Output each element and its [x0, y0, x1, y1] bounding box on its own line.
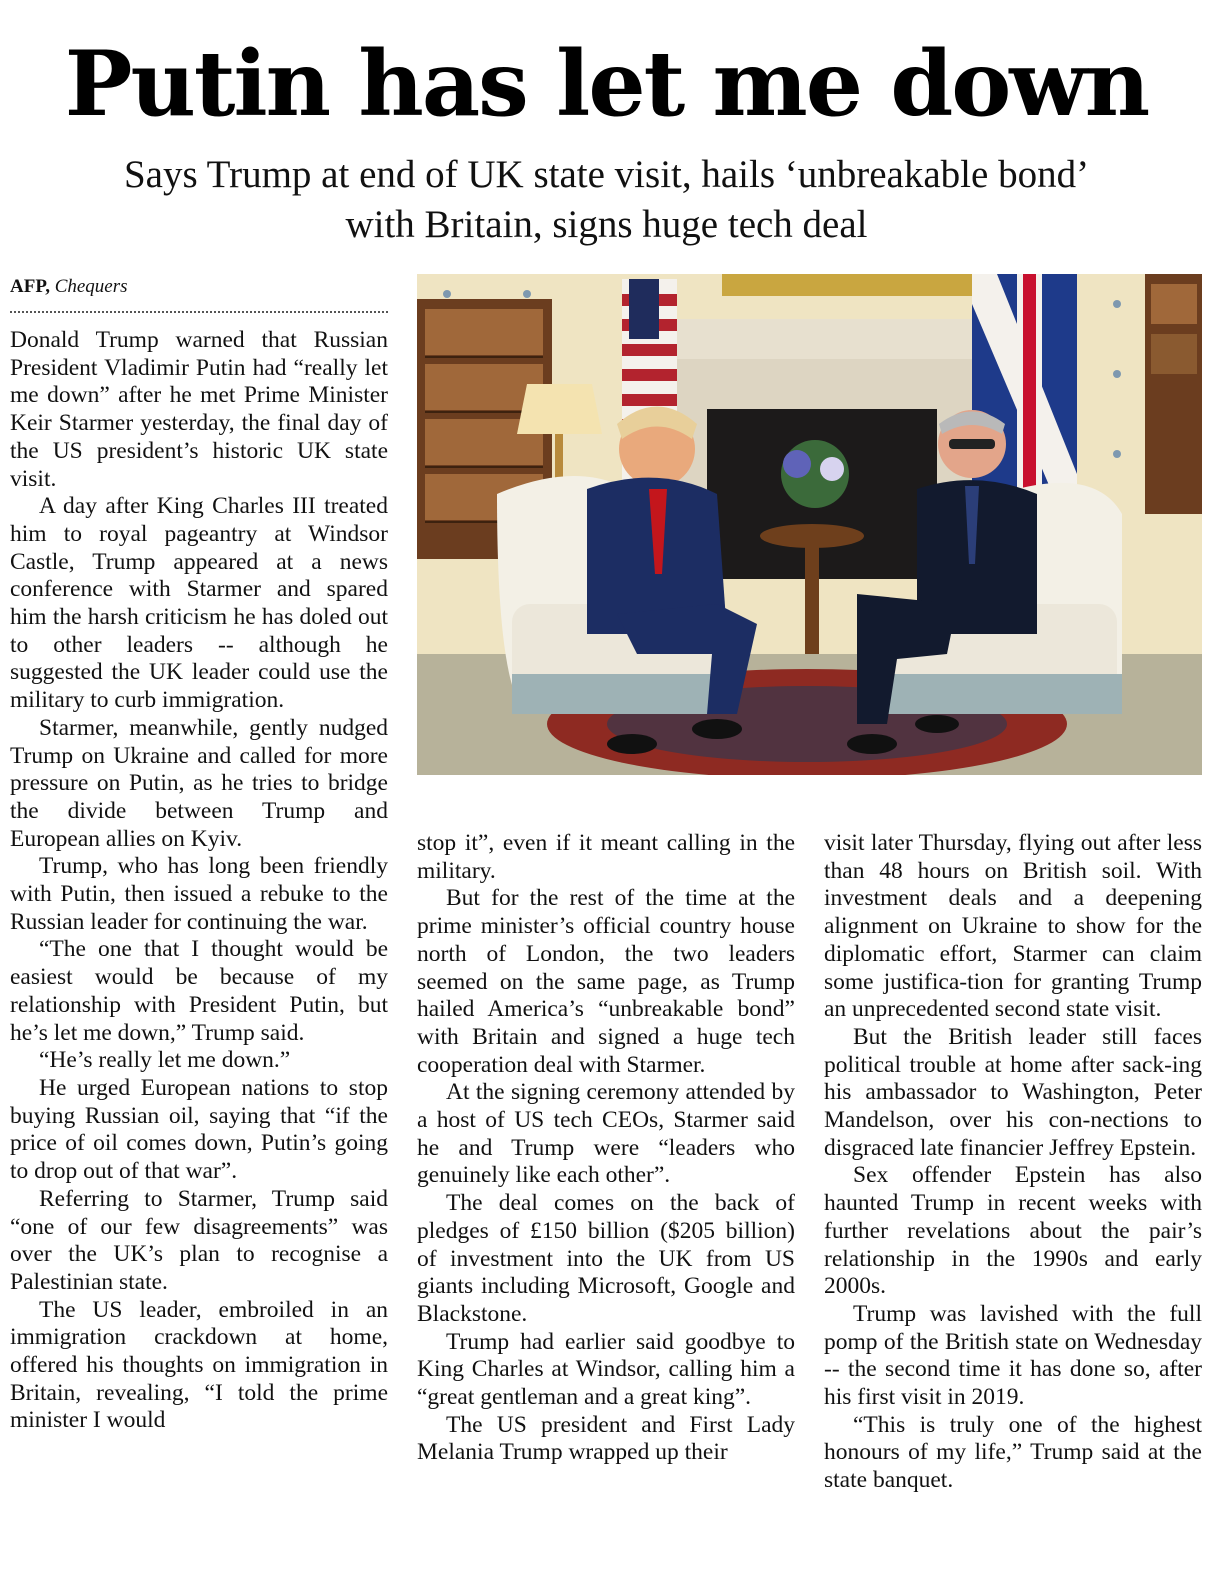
paragraph: “He’s really let me down.”: [39, 1047, 291, 1074]
byline-agency: AFP,: [10, 276, 50, 297]
byline-dateline: Chequers: [54, 276, 128, 297]
paragraph: He urged European nations to stop buying Russian oil, saying that “if the price of oil comes down, Putin’s going to drop out of that war”.: [10, 1074, 388, 1185]
photo-illustration: [417, 274, 1202, 775]
headline: Putin has let me down: [64, 31, 1149, 137]
paragraph: Starmer, meanwhile, gently nudged Trump on Ukraine and called for more pressure on Putin, as he tries to bridge the divide between Trump and European allies on Kyiv.: [10, 714, 388, 852]
paragraph: Referring to Starmer, Trump said “one of our few disagreements” was over the UK’s plan to recognise a Palestinian state.: [10, 1185, 388, 1295]
paragraph: A day after King Charles III treated him to royal pageantry at Windsor Castle, Trump appeared at a news conference with Starmer and spared him the harsh criticism he has doled out to other leaders -- although he suggested the UK leader could use the military to curb immigration.: [10, 493, 388, 714]
paragraph: Donald Trump warned that Russian President Vladimir Putin had “really let me down” after he met Prime Minister Keir Starmer yesterday, the final day of the US president’s historic UK state visit.: [10, 327, 388, 492]
paragraph: At the signing ceremony attended by a host of US tech CEOs, Starmer said he and Trump were “leaders who genuinely like each other”.: [417, 1079, 795, 1189]
news-photo: [417, 274, 1202, 775]
article-column-3: [824, 830, 1202, 1495]
paragraph: Trump, who has long been friendly with Putin, then issued a rebuke to the Russian leader for continuing the war.: [10, 853, 388, 935]
paragraph: The US president and First Lady Melania Trump wrapped up their: [417, 1411, 795, 1466]
paragraph: But for the rest of the time at the prime minister’s official country house north of London, the two leaders seemed on the same page, as Trump hailed America’s “unbreakable bond” with Britain and signed a huge tech cooperation deal with Starmer.: [417, 885, 795, 1078]
paragraph: Trump was lavished with the full pomp of the British state on Wednesday -- the second time it has done so, after his first visit in 2019.: [824, 1300, 1202, 1411]
byline: [10, 275, 388, 313]
paragraph: “This is truly one of the highest honours of my life,” Trump said at the state banquet.: [824, 1411, 1202, 1494]
paragraph: stop it”, even if it meant calling in the military.: [417, 830, 795, 884]
paragraph: The deal comes on the back of pledges of £150 billion ($205 billion) of investment into the UK from US giants including Microsoft, Google and Blackstone.: [417, 1190, 795, 1327]
paragraph: But the British leader still faces political trouble at home after sack-ing his ambassador to Washington, Peter Mandelson, over his con-nections to disgraced late financier Jeffrey Epstein.: [824, 1023, 1202, 1161]
paragraph: The US leader, embroiled in an immigration crackdown at home, offered his thoughts on immigration in Britain, revealing, “I told the prime minister I would: [10, 1296, 388, 1434]
paragraph: Sex offender Epstein has also haunted Trump in recent weeks with further revelations about the pair’s relationship in the 1990s and early 2000s.: [824, 1162, 1202, 1300]
article-column-2: [417, 830, 795, 1467]
subheadline: [0, 150, 1213, 250]
paragraph: “The one that I thought would be easiest would be because of my relationship with President Putin, but he’s let me down,” Trump said.: [10, 936, 388, 1046]
subheadline-line-1: Says Trump at end of UK state visit, hails ‘unbreakable bond’: [123, 153, 1090, 196]
article-column-1: [10, 327, 388, 1435]
paragraph: Trump had earlier said goodbye to King Charles at Windsor, calling him a “great gentleman and a great king”.: [417, 1328, 795, 1411]
subheadline-line-2: with Britain, signs huge tech deal: [345, 203, 868, 246]
paragraph: visit later Thursday, flying out after less than 48 hours on British soil. With investment deals and a deepening alignment on Ukraine to show for the diplomatic effort, Starmer can claim some justifica-tion for granting Trump an unprecedented second state visit.: [824, 830, 1202, 1023]
